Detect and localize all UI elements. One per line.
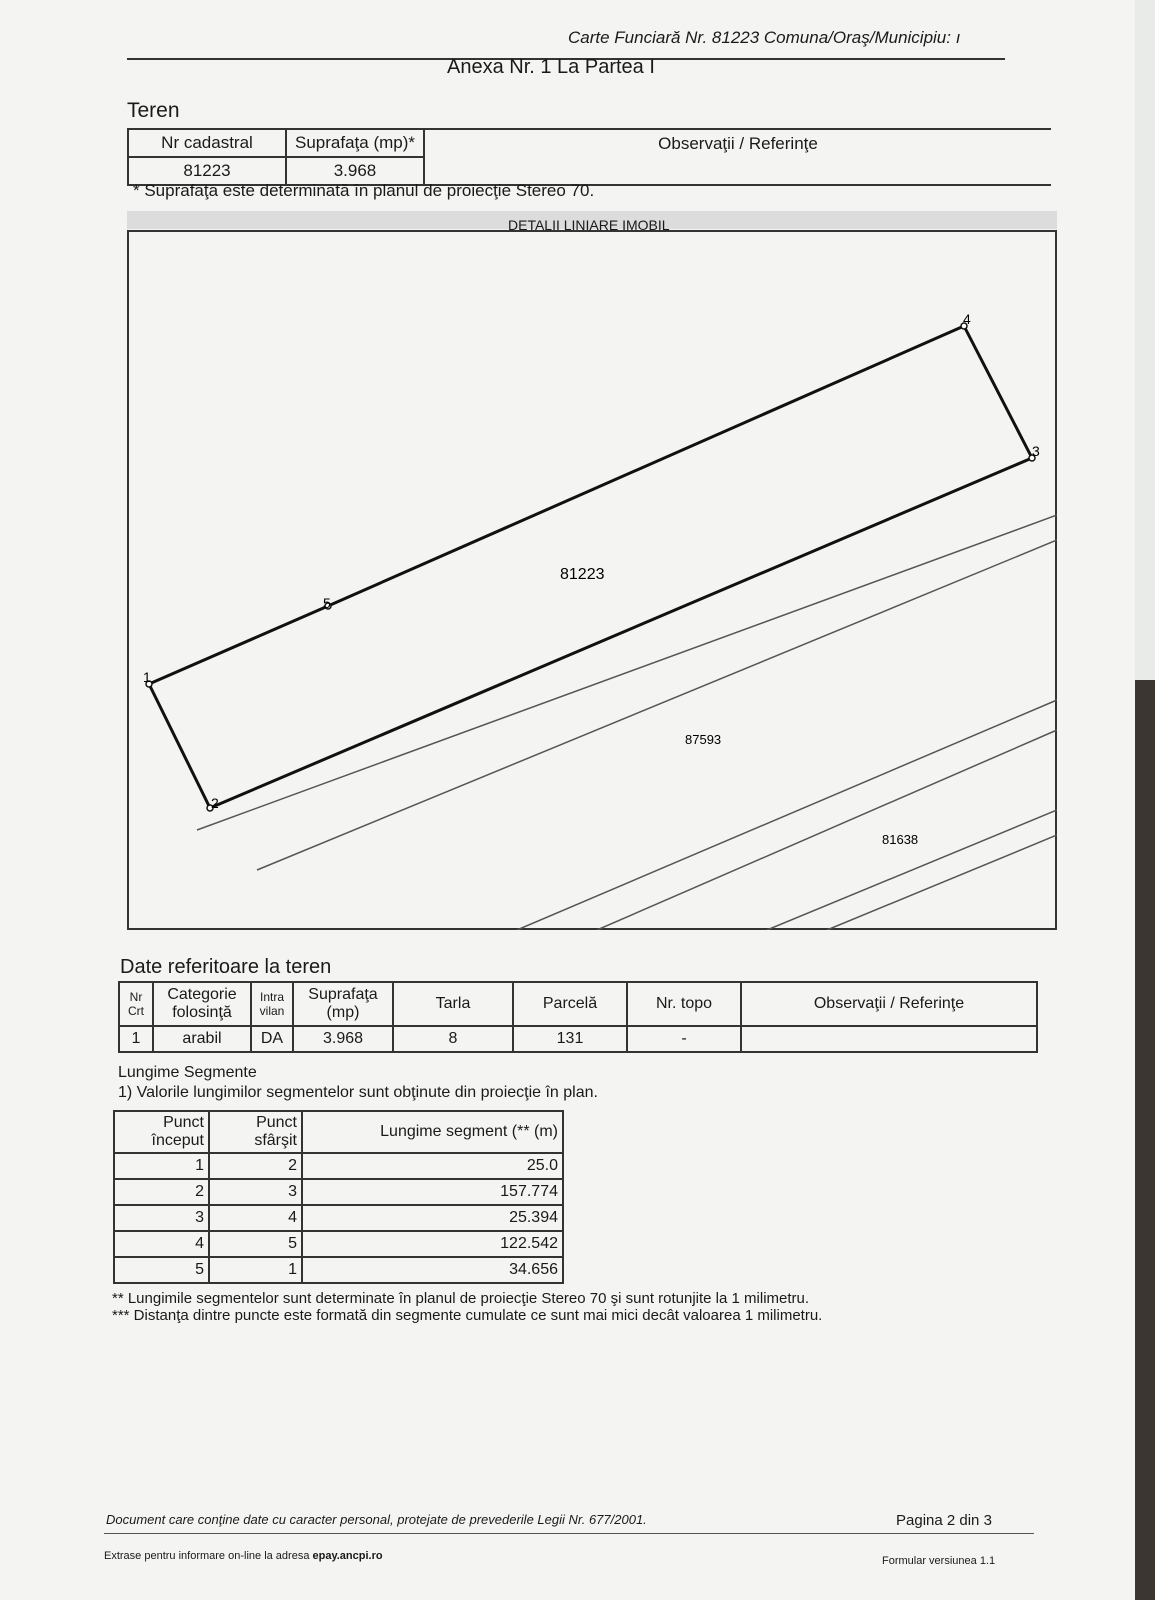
- cell-nr-cadastral: 81223: [128, 157, 286, 185]
- point-label-5: 5: [323, 595, 331, 611]
- row1-start: 1: [114, 1153, 209, 1179]
- point-label-1: 1: [143, 669, 151, 685]
- neighbor-line-5: [767, 810, 1057, 930]
- row1-end: 2: [209, 1153, 302, 1179]
- neighbor-label-87593: 87593: [685, 732, 722, 747]
- header-nr-topo: Nr. topo: [627, 982, 741, 1026]
- row1-length: 25.0: [302, 1153, 563, 1179]
- header-observatii-referinte: Observaţii / Referinţe: [741, 982, 1037, 1026]
- plot-title: DETALII LINIARE IMOBIL: [508, 217, 670, 233]
- header-punct-sfarsit: Punct sfârşit: [209, 1111, 302, 1153]
- header-tarla: Tarla: [393, 982, 513, 1026]
- segmente-table: [113, 1110, 564, 1284]
- cell-tarla: 8: [393, 1026, 513, 1052]
- page-number: Pagina 2 din 3: [896, 1512, 992, 1529]
- cell-nr-topo: -: [627, 1026, 741, 1052]
- cell-nr-crt: 1: [119, 1026, 153, 1052]
- point-label-2: 2: [211, 795, 219, 811]
- header-punct-inceput: Punct început: [114, 1111, 209, 1153]
- anexa-title: Anexa Nr. 1 La Partea I: [447, 56, 655, 78]
- row5-start: 5: [114, 1257, 209, 1283]
- header-categorie: Categorie folosinţă: [153, 982, 251, 1026]
- background-edge: [1135, 680, 1155, 1600]
- cell-suprafata: 3.968: [286, 157, 424, 185]
- footer-doc-note: Document care conţine date cu caracter personal, protejate de prevederile Legii Nr. 677/2001.: [106, 1512, 647, 1527]
- table-row: [114, 1179, 563, 1205]
- neighbor-line-4: [597, 730, 1057, 930]
- row2-length: 157.774: [302, 1179, 563, 1205]
- parcel-plot: [127, 230, 1057, 930]
- segmente-title: Lungime Segmente: [118, 1064, 257, 1081]
- neighbor-line-6: [827, 835, 1057, 930]
- date-teren-table: [118, 981, 1038, 1053]
- point-label-4: 4: [963, 311, 971, 327]
- footer-url-note: [104, 1550, 383, 1562]
- point-label-3: 3: [1032, 443, 1040, 459]
- table-row: [114, 1257, 563, 1283]
- header-suprafata: Suprafaţa (mp)*: [286, 129, 424, 157]
- header-nr-crt: Nr Crt: [119, 982, 153, 1026]
- header-parcela: Parcelă: [513, 982, 627, 1026]
- teren-label: Teren: [127, 99, 180, 122]
- cell-suprafata-mp: 3.968: [293, 1026, 393, 1052]
- table-row: [114, 1153, 563, 1179]
- form-version: Formular versiunea 1.1: [882, 1555, 996, 1567]
- teren-table: [127, 128, 1051, 186]
- segmente-note: 1) Valorile lungimilor segmentelor sunt obţinute din proiecţie în plan.: [118, 1084, 598, 1101]
- row3-length: 25.394: [302, 1205, 563, 1231]
- cell-categorie: arabil: [153, 1026, 251, 1052]
- cell-observatii-referinte: [741, 1026, 1037, 1052]
- header-nr-cadastral: Nr cadastral: [128, 129, 286, 157]
- table-row: [114, 1205, 563, 1231]
- row3-end: 4: [209, 1205, 302, 1231]
- neighbor-label-81638: 81638: [882, 832, 919, 847]
- row5-length: 34.656: [302, 1257, 563, 1283]
- parcel-label: 81223: [560, 566, 605, 583]
- footer-rule: [104, 1533, 1034, 1534]
- cell-parcela: 131: [513, 1026, 627, 1052]
- carte-funciara-header: Carte Funciară Nr. 81223 Comuna/Oraş/Municipiu: ı: [568, 28, 961, 47]
- neighbor-line-2: [257, 540, 1057, 870]
- neighbor-line-3: [517, 700, 1057, 930]
- row5-end: 1: [209, 1257, 302, 1283]
- row4-end: 5: [209, 1231, 302, 1257]
- footnote-rounding: ** Lungimile segmentelor sunt determinate în planul de proiecţie Stereo 70 şi sunt rotunjite la 1 milimetru.: [112, 1290, 810, 1307]
- row2-start: 2: [114, 1179, 209, 1205]
- row2-end: 3: [209, 1179, 302, 1205]
- date-teren-title: Date referitoare la teren: [120, 956, 332, 978]
- epay-link[interactable]: epay.ancpi.ro: [312, 1550, 383, 1562]
- table-row: [114, 1231, 563, 1257]
- header-intravilan: Intra vilan: [251, 982, 293, 1026]
- header-observatii: Observaţii / Referinţe: [424, 129, 1051, 157]
- neighbor-line-1: [197, 515, 1057, 830]
- row4-start: 4: [114, 1231, 209, 1257]
- url-prefix: Extrase pentru informare on-line la adresa: [104, 1550, 313, 1562]
- row3-start: 3: [114, 1205, 209, 1231]
- header-suprafata-mp: Suprafaţa (mp): [293, 982, 393, 1026]
- header-lungime-segment: Lungime segment (** (m): [302, 1111, 563, 1153]
- footnote-distance: *** Distanţa dintre puncte este formată din segmente cumulate ce sunt mai mici decât valoarea 1 milimetru.: [112, 1307, 823, 1324]
- cell-intravilan: DA: [251, 1026, 293, 1052]
- row4-length: 122.542: [302, 1231, 563, 1257]
- teren-note: * Suprafaţa este determinată în planul de proiecţie Stereo 70.: [133, 181, 595, 200]
